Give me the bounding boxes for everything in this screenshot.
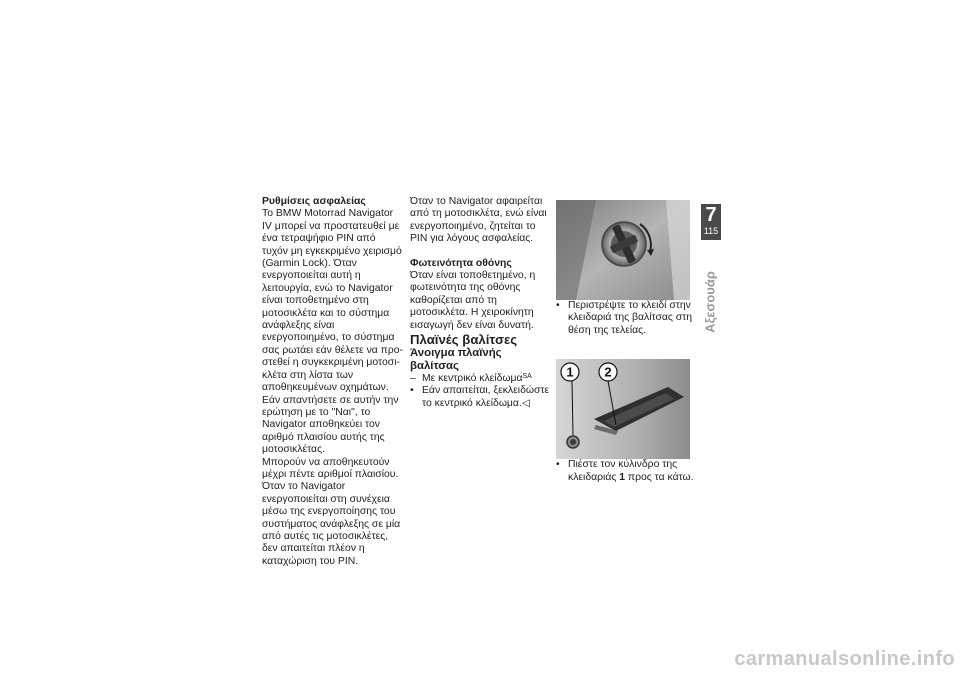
bullet-text: Εάν απαιτείται, ξεκλειδώστε το κεντρικό κλείδωμα.: [422, 385, 550, 409]
paragraph-pin-on-removal: Όταν το Navigator αφαιρείται από τη μοτοσικλέτα, ενώ είναι ενεργοποιημένο, ζητείται το PIN για λόγους ασφαλείας.: [410, 196, 547, 245]
step-press-cylinder-ref: 1: [619, 471, 626, 483]
heading-open-side-case: Άνοιγμα πλαϊνής βαλίτσας: [410, 347, 502, 373]
heading-screen-brightness: Φωτεινότητα οθόνης: [410, 257, 512, 269]
bullet-unlock-central-locking: [410, 385, 553, 410]
callout-2-label: 2: [604, 364, 612, 380]
spacer: [556, 337, 694, 359]
side-tab: [696, 266, 724, 338]
bullet-marker: •: [556, 300, 560, 311]
heading-side-cases: Πλαϊνές βαλίτσες: [410, 332, 518, 348]
watermark: carmanualsonline.info: [734, 648, 955, 670]
heading-security-settings: Ρυθμίσεις ασφαλείας: [262, 196, 366, 207]
paragraph-garmin-lock: Το BMW Motorrad Navigator IV μπορεί να προστατευθεί με ένα τετραψήφιο PIN από τυχόν μη εγκεκριμένο χειρισμό (Garmin Lock). Όταν ενεργοποιείται αυτή η λειτουργία, ενώ το Navigator είναι τοποθετημένο στη μοτοσικλέτα και το σύστημα ανάφλεξης είναι ενεργοποιημένο, το σύστημα σας ρωτάει εάν θέλετε να προστεθεί η συγκεκριμένη μοτοσικλέτα στη λίστα των αποθηκευμένων οχημάτων. Εάν απαντήσετε σε αυτήν την ερώτηση με το "Ναι", το Navigator αποθηκεύει τον αριθμό πλαισίου αυτής της μοτοσικλέτας.: [262, 208, 403, 456]
photo-case-lock-cylinder: [556, 359, 690, 459]
bullet-marker: •: [556, 459, 560, 471]
column-case-steps: [556, 200, 694, 484]
step-press-cylinder: [556, 459, 694, 484]
bullet-marker: •: [410, 385, 414, 397]
step-press-cylinder-text-b: προς τα κάτω.: [625, 471, 694, 483]
photo-case-lock-key: [556, 200, 690, 300]
step-turn-key-text: Περιστρέψτε το κλειδί στην κλειδαριά της βαλίτσας στη θέση της τελείας.: [568, 300, 693, 336]
column-security-settings: [262, 196, 404, 568]
condition-text: Με κεντρικό κλείδωμα: [422, 373, 523, 385]
optional-equipment-sup: SA: [522, 373, 532, 381]
end-mark-icon: ◁: [521, 397, 530, 409]
step-press-cylinder-text-a: Πιέστε τον κύλινδρο της κλειδαριάς: [568, 459, 678, 483]
spacer: [410, 246, 553, 258]
chapter-number: 7: [705, 204, 717, 226]
callout-1-label: 1: [566, 364, 574, 380]
step-turn-key: [556, 300, 694, 337]
column-navigator-and-cases: [410, 196, 553, 410]
case-lock-cylinder-illustration: [556, 359, 690, 459]
side-tab-label: Αξεσουάρ: [702, 271, 718, 333]
paragraph-no-pin-needed: Όταν το Navigator ενεργοποιείται στη συνέχεια μέσω της ενεργοποίησης του συστήματος ανάφλεξης σε μία από αυτές τις μοτοσικλέτες, δεν απαιτείται πλέον η καταχώριση του PIN.: [262, 481, 401, 567]
page-number: 115: [703, 226, 719, 236]
dash-marker: –: [410, 373, 416, 385]
paragraph-screen-brightness: Όταν είναι τοποθετημένο, η φωτεινότητα της οθόνης καθορίζεται από τη μοτοσικλέτα. Η χειροκίνητη εισαγωγή δεν είναι δυνατή.: [410, 270, 536, 331]
paragraph-five-vins: Μπορούν να αποθηκευτούν μέχρι πέντε αριθμοί πλαισίου.: [262, 456, 399, 480]
chapter-marker: [701, 204, 721, 240]
case-lock-key-illustration: [556, 200, 690, 300]
condition-central-locking: [410, 373, 553, 385]
